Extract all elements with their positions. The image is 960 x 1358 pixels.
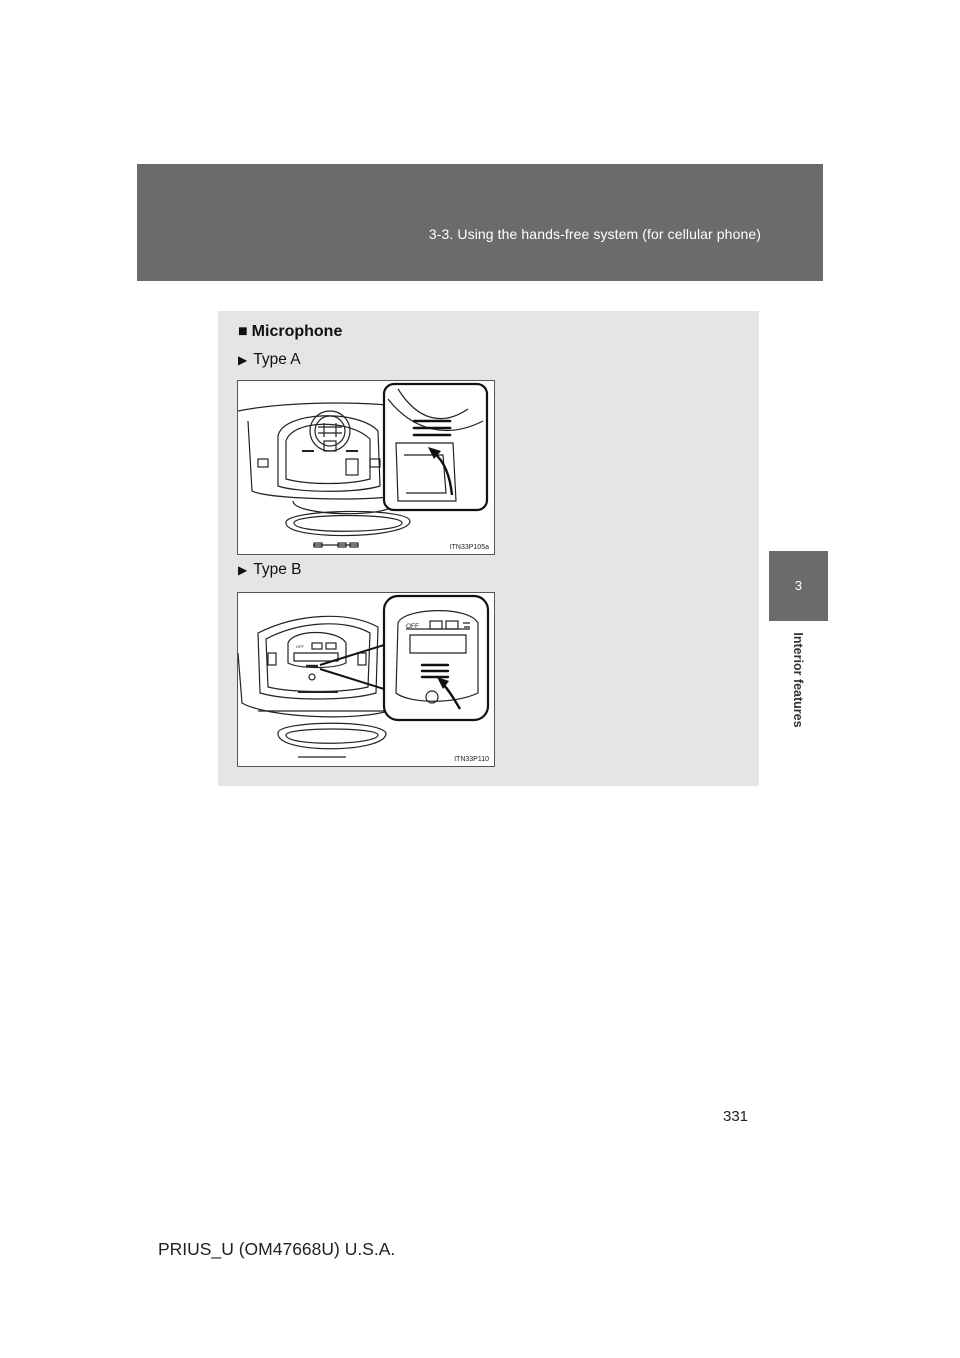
type-b-label-text: Type B [253, 561, 302, 578]
overhead-console-type-b-illustration [238, 593, 494, 766]
manual-code: PRIUS_U (OM47668U) U.S.A. [158, 1239, 396, 1259]
chapter-number: 3 [794, 578, 803, 593]
figure-type-a [237, 380, 495, 555]
header-band [137, 164, 823, 281]
triangle-arrow-icon: ▶ [238, 563, 248, 577]
figure-code-b: ITN33P110 [454, 756, 489, 763]
chapter-title: Interior features [791, 632, 805, 728]
svg-text:OFF: OFF [296, 644, 304, 649]
type-b-label [238, 561, 301, 579]
section-heading [238, 323, 342, 341]
chapter-title-vertical [778, 628, 818, 732]
square-bullet-icon: ■ [238, 323, 248, 340]
type-a-label-text: Type A [253, 351, 301, 368]
figure-code-a: ITN33P105a [449, 544, 489, 551]
page-number: 331 [723, 1108, 749, 1125]
figure-type-b [237, 592, 495, 767]
chapter-tab [769, 551, 828, 621]
type-a-label [238, 351, 301, 369]
page-header-title: 3-3. Using the hands-free system (for cellular phone) [428, 226, 761, 242]
switch-off-label: OFF [406, 623, 419, 630]
content-box [218, 311, 759, 786]
triangle-arrow-icon: ▶ [238, 353, 248, 367]
overhead-console-type-a-illustration [238, 381, 494, 554]
section-heading-text: Microphone [251, 323, 343, 340]
